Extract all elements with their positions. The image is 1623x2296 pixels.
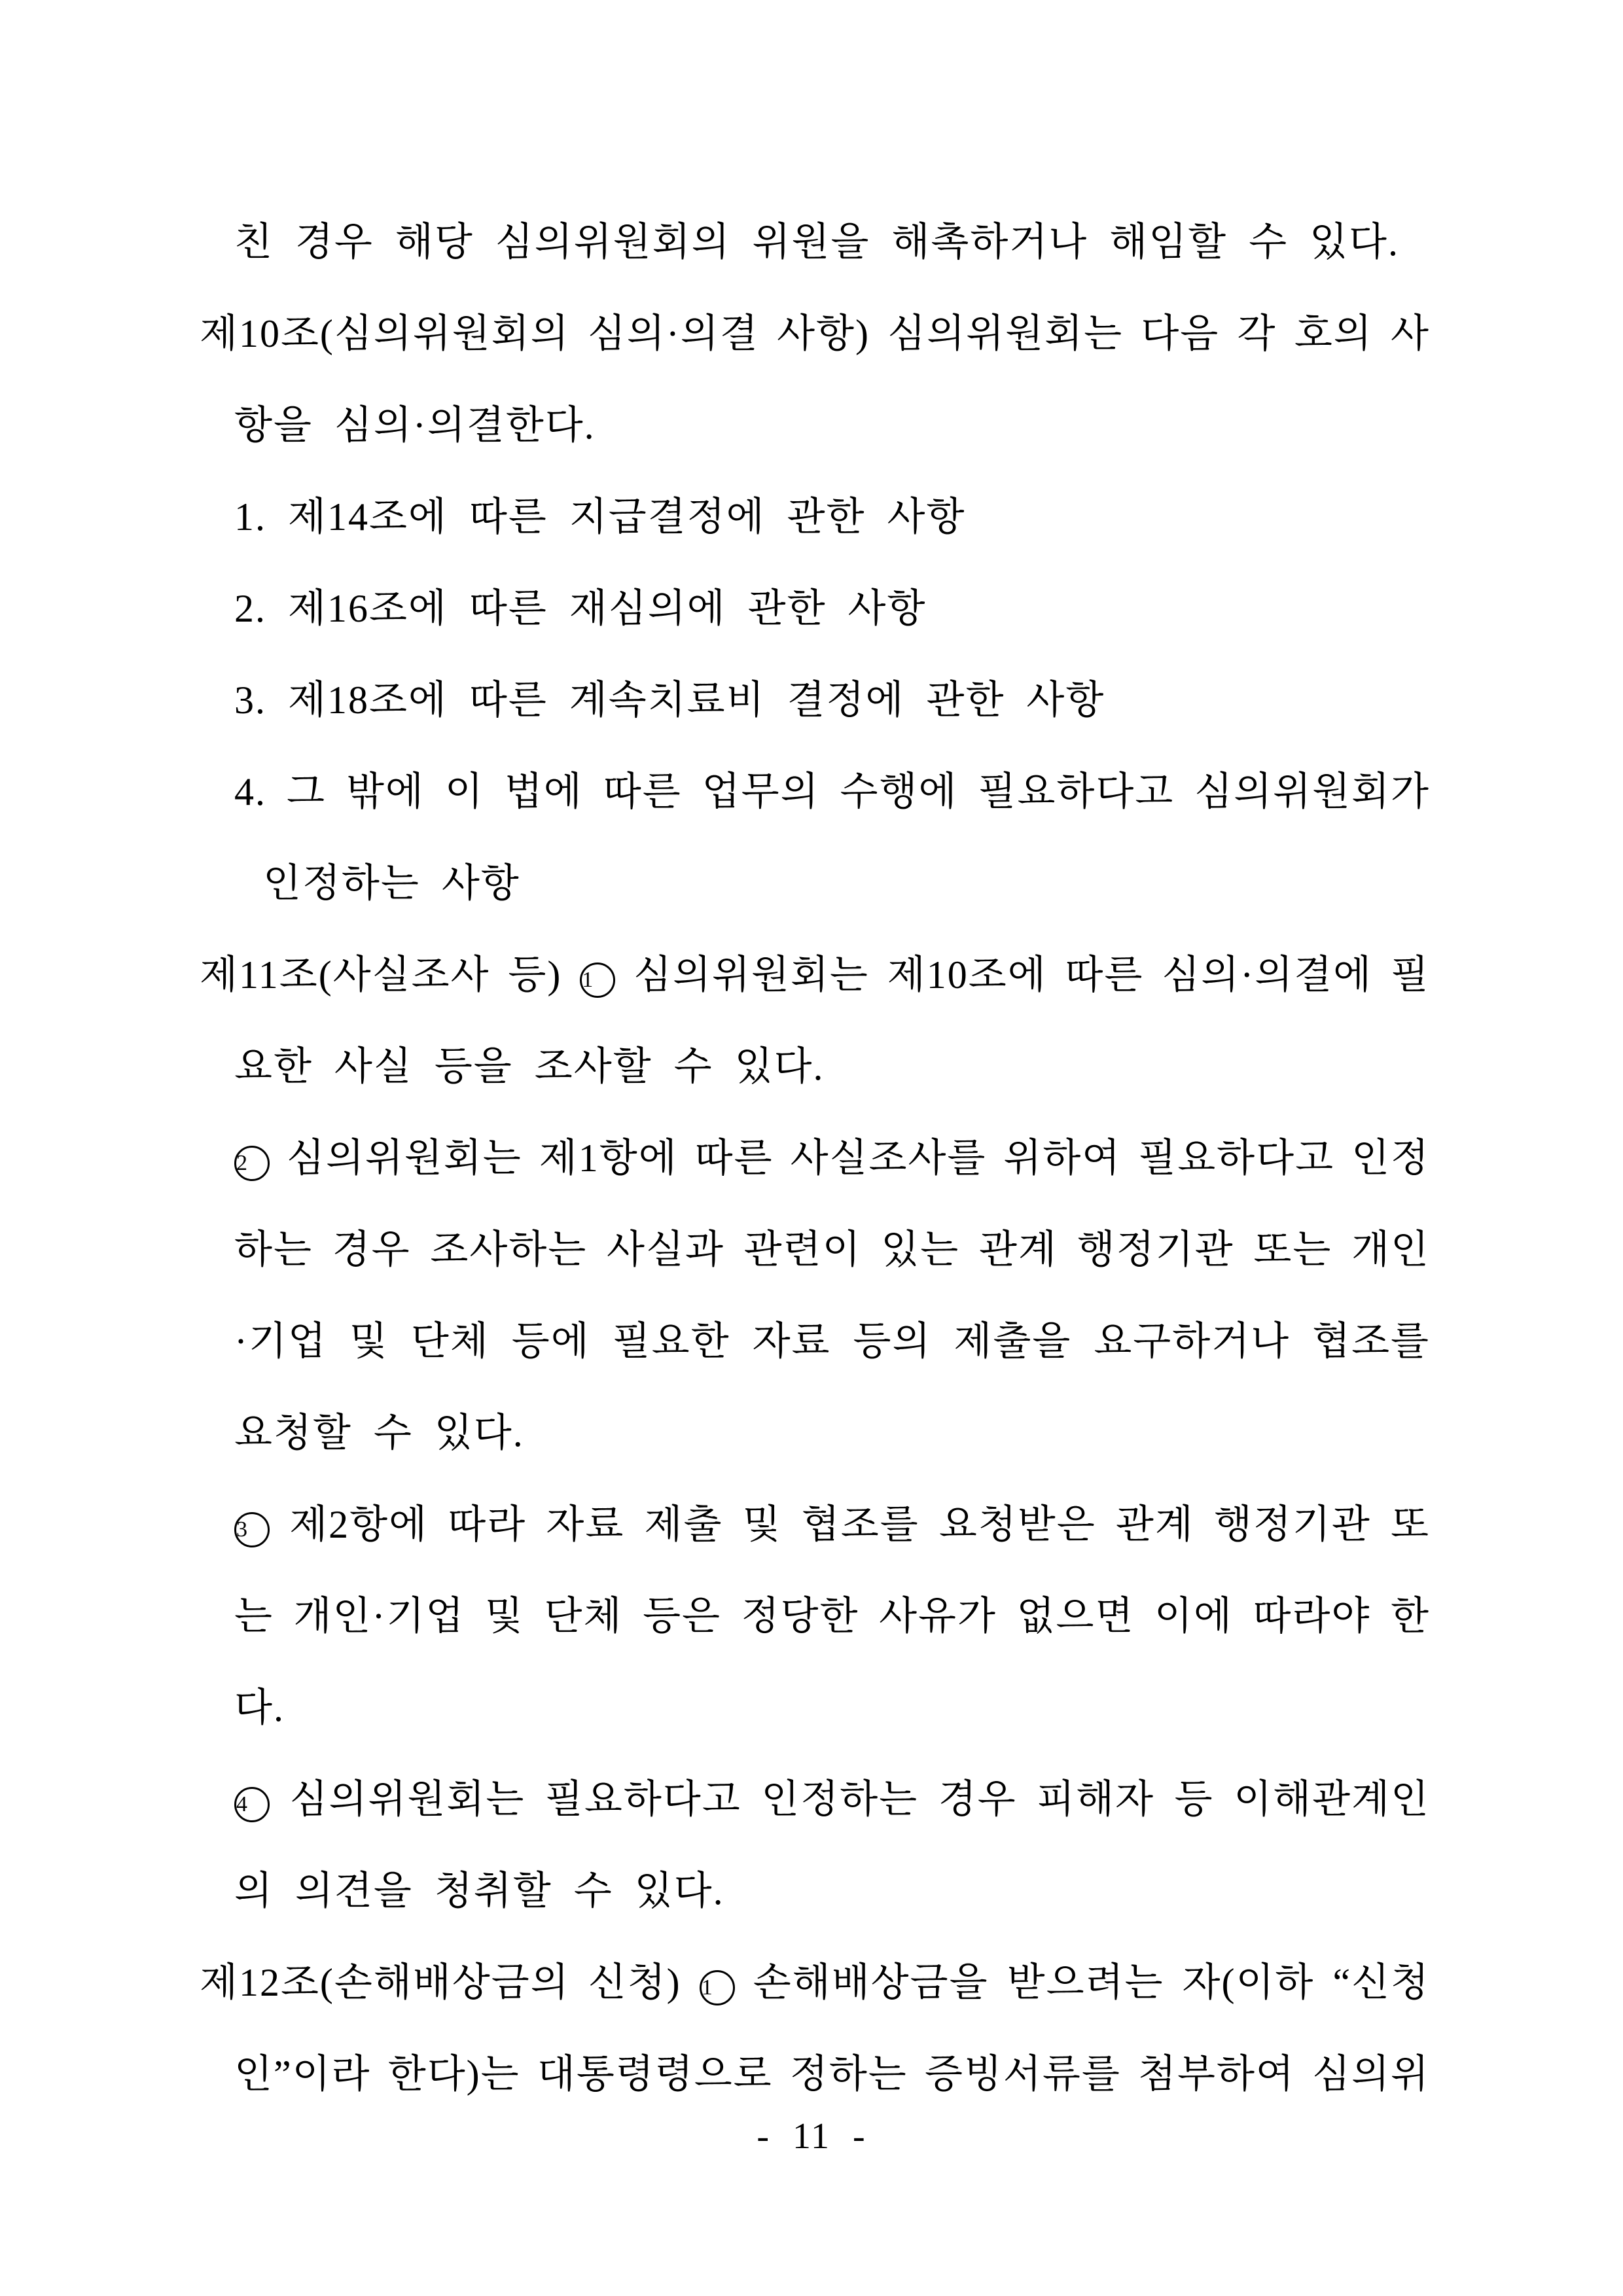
text-line: 4. 그 밖에 이 법에 따른 업무의 수행에 필요하다고 심의위원회가	[234, 770, 1430, 813]
text-line: 제12조(손해배상금의 신청) 1 손해배상금을 받으려는 자(이하 “신청	[200, 1961, 1430, 2004]
text-line: 제11조(사실조사 등) 1 심의위원회는 제10조에 따른 심의·의결에 필	[200, 953, 1430, 997]
text-line: 친 경우 해당 심의위원회의 위원을 해촉하거나 해임할 수 있다.	[234, 221, 1399, 264]
text-line: 는 개인·기업 및 단체 등은 정당한 사유가 없으면 이에 따라야 한	[234, 1595, 1430, 1638]
document-body	[200, 196, 1430, 2120]
text-line: 제10조(심의위원회의 심의·의결 사항) 심의위원회는 다음 각 호의 사	[200, 312, 1430, 355]
text-line: 1. 제14조에 따른 지급결정에 관한 사항	[234, 495, 966, 539]
text-line: 인정하는 사항	[263, 862, 520, 905]
circled-number-4-icon: 4	[234, 1787, 270, 1822]
text-line: 의 의견을 청취할 수 있다.	[234, 1869, 724, 1913]
text-line: 다.	[234, 1686, 285, 1729]
text-line: 인”이라 한다)는 대통령령으로 정하는 증빙서류를 첨부하여 심의위	[234, 2053, 1430, 2096]
circled-number-2-icon: 2	[234, 1146, 270, 1181]
circled-number-1-icon: 1	[700, 1970, 735, 2005]
text-line: ·기업 및 단체 등에 필요한 자료 등의 제출을 요구하거나 협조를	[234, 1320, 1430, 1363]
text-line: 2. 제16조에 따른 재심의에 관한 사항	[234, 587, 927, 630]
text-line: 요한 사실 등을 조사할 수 있다.	[234, 1045, 825, 1088]
text-line: 항을 심의·의결한다.	[234, 404, 596, 447]
text-line: 2 심의위원회는 제1항에 따른 사실조사를 위하여 필요하다고 인정	[200, 1112, 1430, 1204]
text-line: 3. 제18조에 따른 계속치료비 결정에 관한 사항	[234, 679, 1105, 722]
page-number: - 11 -	[757, 2116, 866, 2157]
text-line: 요청할 수 있다.	[234, 1411, 524, 1455]
text-line: 하는 경우 조사하는 사실과 관련이 있는 관계 행정기관 또는 개인	[234, 1228, 1430, 1271]
text-line: 3 제2항에 따라 자료 제출 및 협조를 요청받은 관계 행정기관 또	[200, 1479, 1430, 1570]
text-line: 4 심의위원회는 필요하다고 인정하는 경우 피해자 등 이해관계인	[200, 1754, 1430, 1845]
page-footer	[0, 2113, 1623, 2159]
circled-number-1-icon: 1	[580, 963, 615, 998]
circled-number-3-icon: 3	[234, 1512, 270, 1547]
